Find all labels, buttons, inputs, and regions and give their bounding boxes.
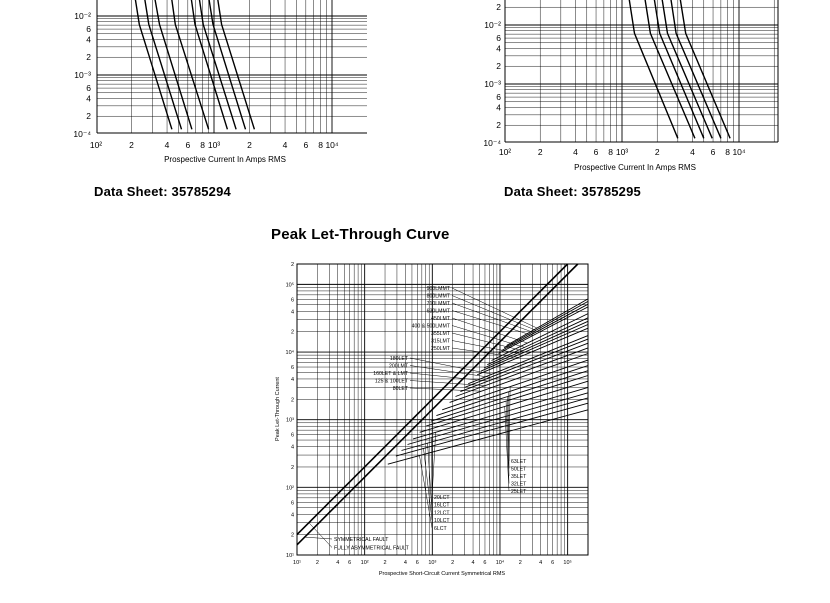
peak-chart-leader-line	[305, 537, 332, 539]
peak-chart-curve-label: 12LCT	[434, 510, 450, 517]
peak-chart-curve-label: 10LCT	[434, 518, 450, 525]
peak-chart-y-tick-label: 4	[290, 376, 294, 383]
peak-chart-y-tick-label: 2	[290, 464, 294, 471]
peak-chart-x-tick-label: 4	[403, 560, 407, 566]
peak-chart-y-tick-label: 2	[290, 262, 294, 268]
left-chart-x-tick-label: 6	[185, 140, 191, 150]
peak-chart-x-tick-label: 2	[315, 560, 319, 566]
peak-chart-fuse-curve	[413, 387, 588, 439]
left-chart-series-line	[132, 0, 172, 129]
peak-chart-y-tick-label: 10⁴	[285, 350, 294, 357]
left-chart-x-tick-label: 2	[247, 140, 252, 150]
right-chart-x-tick-label: 6	[593, 147, 599, 157]
peak-chart-curve-label: 160LET & LMT	[373, 371, 408, 377]
peak-chart-y-tick-label: 2	[290, 532, 294, 539]
data-sheet-left-label: Data Sheet: 35785294	[94, 184, 231, 199]
peak-chart-x-axis-label: Prospective Short-Circuit Current Symmetrical RMS	[378, 571, 506, 577]
peak-chart-x-tick-label: 10⁴	[495, 560, 505, 566]
right-chart-y-tick-label: 4	[496, 102, 501, 113]
peak-chart-y-tick-label: 4	[290, 444, 294, 451]
peak-chart-curve-label: 80LET	[392, 386, 408, 392]
peak-chart-leader-line	[410, 388, 481, 391]
left-chart-x-tick-label: 6	[303, 140, 309, 150]
right-chart-x-tick-label: 6	[710, 147, 716, 157]
peak-chart-fuse-curve	[396, 403, 588, 456]
left-chart-y-tick-label: 4	[86, 34, 91, 45]
peak-chart-x-tick-label: 10³	[428, 560, 437, 566]
peak-chart-y-axis-label: Peak Let-Through Current	[275, 377, 281, 441]
peak-chart-curve-label: 25LET	[511, 489, 527, 495]
peak-chart-curve-label: 16LCT	[434, 502, 450, 509]
left-chart-x-tick-label: 8	[200, 140, 205, 150]
peak-chart-x-tick-label: 6	[551, 560, 555, 566]
peak-chart-y-tick-label: 10¹	[286, 553, 294, 559]
right-chart-y-tick-label: 2	[496, 120, 501, 131]
peak-chart-fuse-curve	[388, 410, 588, 464]
peak-chart-fault-label: SYMMETRICAL FAULT	[334, 537, 389, 543]
peak-chart-curve-label: 315LMT	[430, 338, 450, 345]
left-chart-x-axis-label: Prospective Current In Amps RMS	[164, 155, 286, 164]
left-chart-series-line	[141, 0, 182, 129]
peak-chart-x-tick-label: 4	[539, 560, 543, 566]
right-chart-x-tick-label: 8	[725, 147, 731, 157]
peak-chart-curve-label: 200LMT	[388, 363, 408, 370]
peak-chart-curve-label: 32LET	[511, 481, 527, 488]
peak-chart-y-tick-label: 4	[290, 309, 294, 316]
peak-chart-y-tick-label: 6	[290, 432, 294, 439]
right-chart-y-tick-label: 6	[496, 33, 501, 44]
left-chart-x-tick-label: 8	[318, 140, 323, 150]
peak-chart-curve-label: 50LET	[511, 466, 527, 473]
right-chart-y-tick-label: 2	[496, 61, 501, 72]
right-chart-x-tick-label: 10³	[615, 147, 629, 157]
left-chart-y-tick-label: 6	[86, 83, 91, 94]
right-chart-x-tick-label: 10²	[498, 147, 512, 157]
right-chart-y-tick-label: 10⁻²	[484, 20, 501, 30]
peak-chart-curve-label: 800LMMT	[426, 293, 450, 300]
left-chart-y-tick-label: 10⁻⁴	[73, 129, 91, 139]
peak-chart-x-tick-label: 4	[336, 560, 340, 566]
left-chart-y-tick-label: 10⁻²	[74, 11, 91, 21]
peak-chart-x-tick-label: 4	[471, 560, 475, 566]
left-chart-x-tick-label: 4	[282, 140, 288, 150]
peak-chart-x-tick-label: 2	[451, 560, 455, 566]
left-chart-series-line	[205, 0, 245, 129]
peak-chart-curve-label: 355LMT	[430, 331, 450, 337]
left-chart-series-line	[214, 0, 254, 129]
left-chart-series-line	[151, 0, 192, 129]
peak-chart-curve-label: 630LMMT	[426, 308, 450, 315]
right-chart-x-tick-label: 4	[690, 147, 695, 157]
peak-chart-x-tick-label: 2	[383, 560, 387, 566]
right-chart-x-tick-label: 10⁴	[732, 147, 746, 157]
right-chart-x-tick-label: 2	[537, 147, 543, 157]
left-chart-x-tick-label: 10⁴	[325, 140, 339, 150]
left-chart-y-tick-label: 2	[86, 111, 91, 122]
peak-chart-curve-label: 6LCT	[434, 525, 447, 532]
right-chart-x-axis-label: Prospective Current In Amps RMS	[574, 163, 696, 172]
peak-chart-curve-label: 250LMT	[430, 346, 450, 352]
peak-chart-y-tick-label: 4	[290, 512, 294, 519]
peak-chart-x-tick-label: 10²	[360, 560, 369, 566]
peak-chart-x-tick-label: 6	[348, 560, 352, 566]
peak-chart-curve-label: 710LMMT	[426, 301, 450, 307]
left-chart-x-tick-label: 2	[129, 140, 134, 150]
peak-chart-y-tick-label: 2	[290, 329, 294, 336]
left-chart-y-tick-label: 10⁻³	[74, 70, 91, 80]
peak-chart-y-tick-label: 10⁵	[285, 282, 294, 289]
right-chart-y-tick-label: 10⁻³	[484, 79, 501, 89]
peak-chart-y-tick-label: 6	[290, 297, 294, 304]
left-chart-y-tick-label: 4	[86, 93, 91, 104]
left-chart-y-tick-label: 6	[86, 24, 91, 35]
left-chart-x-tick-label: 4	[164, 140, 170, 150]
peak-chart-curve-label: 35LET	[511, 474, 527, 480]
peak-chart-y-tick-label: 10³	[286, 417, 294, 424]
data-sheet-right-label: Data Sheet: 35785295	[504, 184, 641, 199]
right-chart-y-tick-label: 4	[496, 43, 501, 54]
right-chart-y-tick-label: 10⁻⁴	[483, 138, 501, 148]
peak-chart-x-tick-label: 6	[415, 560, 419, 566]
left-chart-y-tick-label: 2	[86, 52, 91, 63]
peak-chart-leader-line	[452, 333, 523, 351]
right-chart-y-tick-label: 6	[496, 92, 501, 103]
left-chart-x-tick-label: 10³	[207, 140, 221, 150]
right-chart-series-line	[627, 0, 678, 138]
peak-chart-curve-label: 180LET	[389, 356, 408, 362]
peak-chart-curve-label: 400 & 500LMMT	[411, 323, 450, 330]
peak-chart-curve-label: 20LCT	[434, 495, 450, 501]
peak-chart-leader-line	[309, 523, 332, 548]
right-chart-x-tick-label: 4	[573, 147, 578, 157]
peak-chart-curve-label: 900LMMT	[426, 286, 450, 292]
peak-chart-fault-label: FULLY ASYMMETRICAL FAULT	[334, 545, 409, 552]
peak-chart-fuse-curve	[402, 398, 589, 451]
peak-chart-curve-label: 63LET	[511, 459, 527, 465]
peak-chart-y-tick-label: 6	[290, 365, 294, 372]
right-chart-y-tick-label: 2	[496, 2, 501, 13]
peak-chart-x-tick-label: 10⁵	[563, 560, 572, 566]
peak-chart-x-tick-label: 6	[483, 560, 487, 566]
peak-chart-x-tick-label: 10¹	[293, 560, 301, 566]
peak-chart-y-tick-label: 6	[290, 500, 294, 507]
peak-chart-y-tick-label: 2	[290, 397, 294, 404]
peak-chart-y-tick-label: 10²	[286, 485, 294, 492]
peak-chart-leader-line	[424, 448, 432, 520]
peak-chart-curve-label: 450LMT	[430, 316, 450, 322]
peak-let-through-title: Peak Let-Through Curve	[271, 226, 450, 243]
right-chart-x-tick-label: 8	[608, 147, 614, 157]
right-chart-x-tick-label: 2	[654, 147, 660, 157]
peak-chart-x-tick-label: 2	[518, 560, 522, 566]
left-chart-x-tick-label: 10²	[89, 140, 103, 150]
peak-chart-curve-label: 125 & 100LET	[374, 378, 408, 385]
